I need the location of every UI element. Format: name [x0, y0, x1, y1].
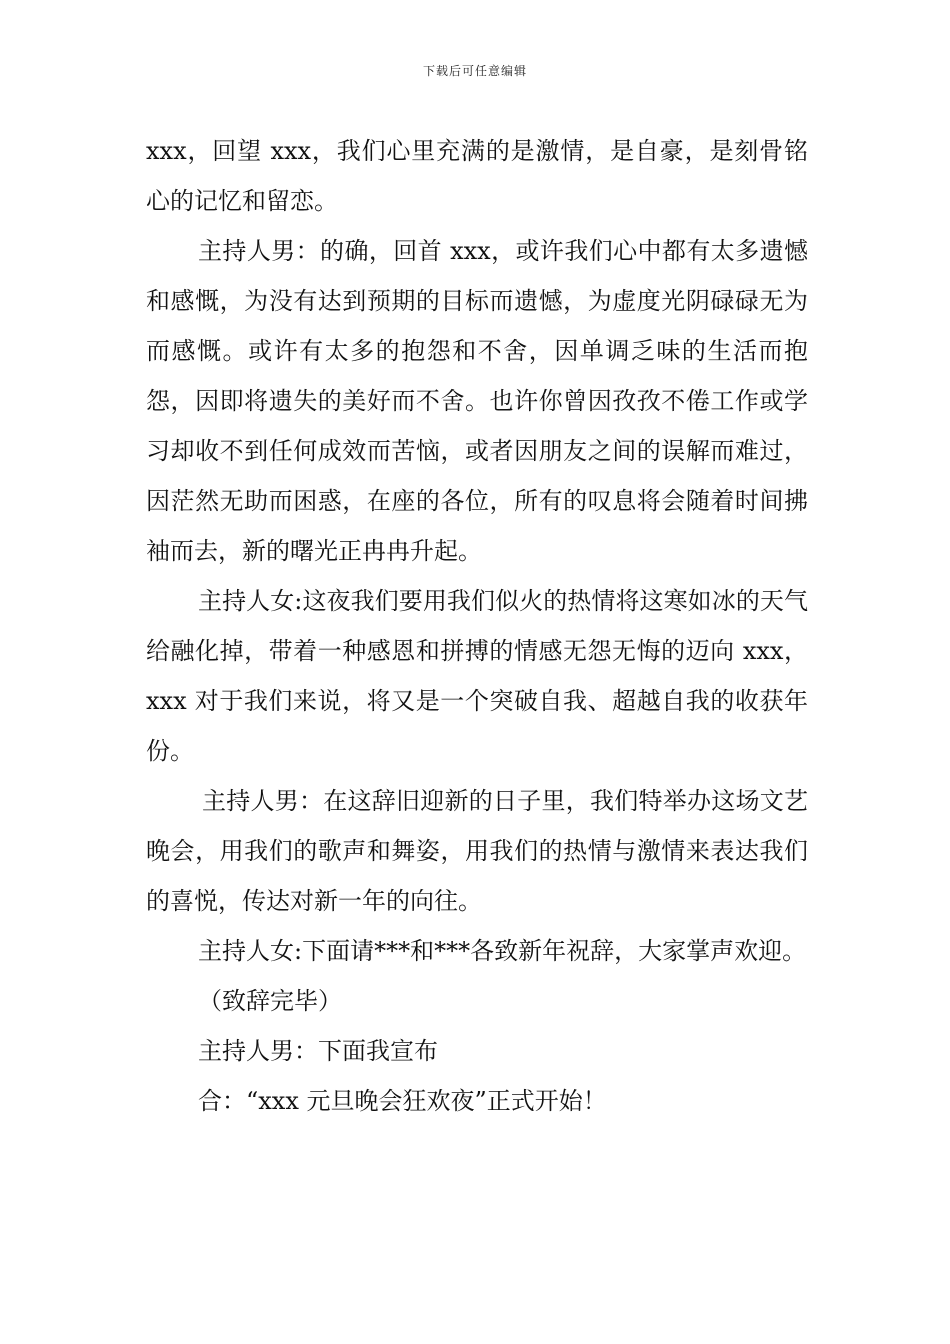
paragraph-host-male-1: 主持人男：的确，回首 xxx，或许我们心中都有太多遗憾和感慨，为没有达到预期的目标而遗憾，为虚度光阴碌碌无为而感慨。或许有太多的抱怨和不舍，因单调乏味的生活而抱怨，因即将遗失的美好而不舍。也许你曾因孜孜不倦工作或学习却收不到任何成效而苦恼，或者因朋友之间的误解而难过，因茫然无助而困惑，在座的各位，所有的叹息将会随着时间拂袖而去，新的曙光正冉冉升起。 — [146, 237, 808, 565]
paragraph-host-male-2: 主持人男：在这辞旧迎新的日子里，我们特举办这场文艺晚会，用我们的歌声和舞姿，用我们的热情与激情来表达我们的喜悦，传达对新一年的向往。 — [146, 787, 808, 915]
paragraph-together: 合：“xxx 元旦晚会狂欢夜”正式开始！ — [198, 1087, 607, 1115]
page-header-note: 下载后可任意编辑 — [422, 64, 527, 78]
paragraph-host-female-2: 主持人女:下面请***和***各致新年祝辞，大家掌声欢迎。 — [198, 937, 807, 965]
document-body — [146, 126, 808, 1126]
paragraph-host-female-1: 主持人女:这夜我们要用我们似火的热情将这寒如冰的天气给融化掉，带着一种感恩和拼搏的情感无怨无悔的迈向 xxx，xxx 对于我们来说，将又是一个突破自我、超越自我的收获年份。 — [146, 587, 808, 765]
paragraph-stage-direction: （致辞完毕） — [198, 987, 342, 1015]
paragraph-opening: xxx，回望 xxx，我们心里充满的是激情，是自豪，是刻骨铭心的记忆和留恋。 — [146, 137, 808, 215]
paragraph-host-male-3: 主持人男：下面我宣布 — [198, 1037, 438, 1065]
